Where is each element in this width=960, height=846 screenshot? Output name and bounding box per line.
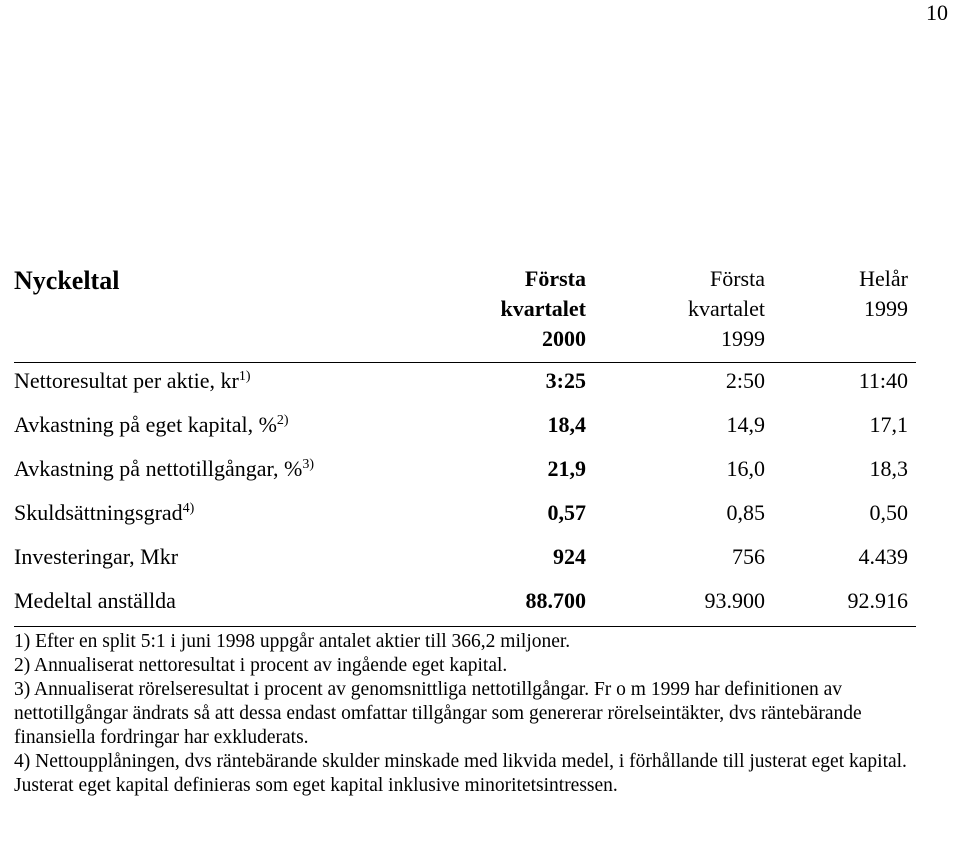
row-label-text: Nettoresultat per aktie, kr	[14, 368, 239, 393]
column-header-line: Helår	[859, 266, 908, 291]
column-header-q1-1999	[688, 264, 765, 354]
row-label	[14, 456, 314, 482]
column-header-q1-2000	[500, 264, 586, 354]
column-header-line: kvartalet	[688, 296, 765, 321]
table-row	[0, 500, 960, 544]
table-top-rule	[14, 362, 916, 363]
value-q1-2000: 18,4	[547, 412, 586, 437]
row-label-text: Avkastning på nettotillgångar, %	[14, 456, 303, 481]
value-full-year-1999: 11:40	[858, 368, 908, 393]
table-row	[0, 544, 960, 588]
column-header-line: 1999	[721, 326, 765, 351]
row-label	[14, 412, 289, 438]
table-bottom-rule	[14, 626, 916, 627]
row-label-text: Skuldsättningsgrad	[14, 500, 183, 525]
row-label	[14, 500, 194, 526]
footnote: 3) Annualiserat rörelseresultat i procent av genomsnittliga nettotillgångar. Fr o m 1999 har definitionen av nettotillgångar ändrats så att dessa endast omfattar tillgångar som genererar rörelseintäkter, dvs räntebärande finansiella fordringar har exkluderats.	[14, 679, 862, 748]
column-header-line: 1999	[864, 296, 908, 321]
footnote-ref: 3)	[302, 457, 314, 472]
value-q1-2000: 21,9	[547, 456, 586, 481]
row-label-text: Medeltal anställda	[14, 588, 176, 613]
row-label-text: Investeringar, Mkr	[14, 544, 179, 569]
table-row	[0, 412, 960, 456]
column-header-line: 2000	[542, 326, 586, 351]
row-label-text: Avkastning på eget kapital, %	[14, 412, 277, 437]
value-q1-2000: 924	[553, 544, 586, 569]
footnote-ref: 1)	[238, 369, 251, 384]
value-q1-1999: 14,9	[726, 412, 765, 437]
value-q1-2000: 0,57	[547, 500, 586, 525]
column-header-line: Första	[524, 266, 586, 291]
footnotes	[14, 630, 934, 798]
row-label	[14, 544, 178, 570]
row-label	[14, 588, 176, 614]
footnote: 4) Nettoupplåningen, dvs räntebärande skulder minskade med likvida medel, i förhållande till justerat eget kapital. Justerat eget kapital definieras som eget kapital inklusive minoritetsintressen.	[14, 751, 907, 796]
column-header-line: Första	[710, 266, 765, 291]
table-heading: Nyckeltal	[14, 266, 120, 295]
value-full-year-1999: 0,50	[869, 500, 908, 525]
value-q1-2000: 3:25	[545, 368, 586, 393]
column-header-line: kvartalet	[500, 296, 586, 321]
value-full-year-1999: 4.439	[858, 544, 908, 569]
row-label	[14, 368, 250, 394]
table-row	[0, 368, 960, 412]
value-q1-1999: 16,0	[726, 456, 765, 481]
value-full-year-1999: 18,3	[869, 456, 908, 481]
footnote: 1) Efter en split 5:1 i juni 1998 uppgår antalet aktier till 366,2 miljoner.	[14, 631, 571, 652]
value-q1-1999: 2:50	[725, 368, 765, 393]
value-full-year-1999: 92.916	[847, 588, 908, 613]
value-q1-2000: 88.700	[525, 588, 586, 613]
value-q1-1999: 93.900	[704, 588, 765, 613]
table-row	[0, 456, 960, 500]
footnote-ref: 2)	[276, 413, 289, 428]
value-q1-1999: 0,85	[726, 500, 765, 525]
footnote: 2) Annualiserat nettoresultat i procent av ingående eget kapital.	[14, 655, 508, 676]
column-header-full-year-1999	[859, 264, 908, 324]
page-number: 10	[926, 0, 948, 25]
footnote-ref: 4)	[182, 501, 195, 516]
value-q1-1999: 756	[732, 544, 765, 569]
value-full-year-1999: 17,1	[869, 412, 908, 437]
